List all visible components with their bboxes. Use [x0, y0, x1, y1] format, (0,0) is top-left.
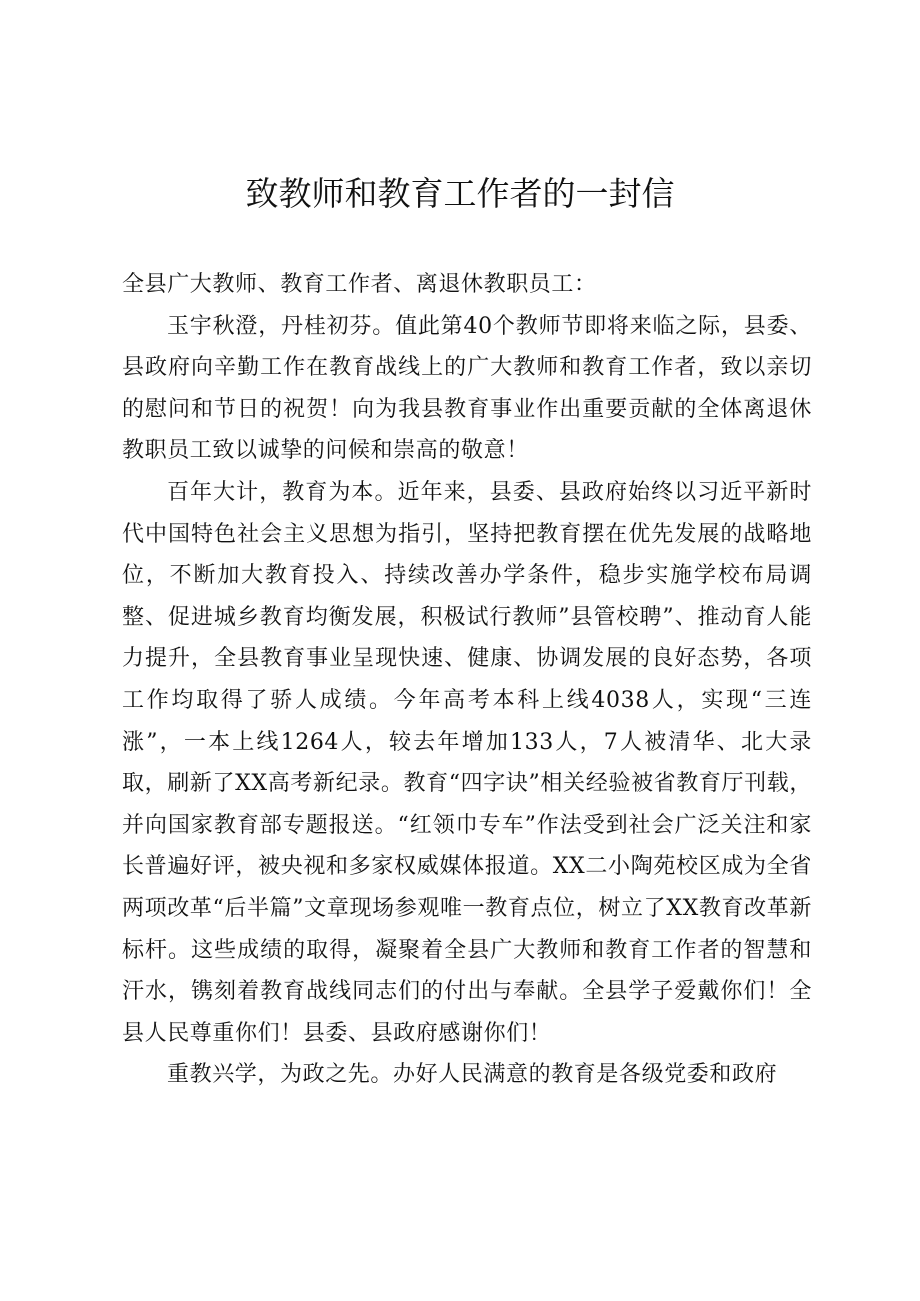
paragraph-greeting: 玉宇秋澄，丹桂初芬。值此第40个教师节即将来临之际，县委、县政府向辛勤工作在教育战线上的广大教师和教育工作者，致以亲切的慰问和节日的祝贺！向为我县教育事业作出重要贡献的全体离退休教职员工致以诚挚的问候和崇高的敬意！: [122, 313, 812, 464]
paragraph-achievements: 百年大计，教育为本。近年来，县委、县政府始终以习近平新时代中国特色社会主义思想为指引，坚持把教育摆在优先发展的战略地位，不断加大教育投入、持续改善办学条件，稳步实施学校布局调整、促进城乡教育均衡发展，积极试行教师”县管校聘”、推动育人能力提升，全县教育事业呈现快速、健康、协调发展的良好态势，各项工作均取得了骄人成绩。今年高考本科上线4038人，实现“三连涨”，一本上线1264人，较去年增加133人，7人被清华、北大录取，刷新了XX高考新纪录。教育“四字诀”相关经验被省教育厅刊载，并向国家教育部专题报送。“红领巾专车”作法受到社会广泛关注和家长普遍好评，被央视和多家权威媒体报道。XX二小陶苑校区成为全省两项改革“后半篇”文章现场参观唯一教育点位，树立了XX教育改革新标杆。这些成绩的取得，凝聚着全县广大教师和教育工作者的智慧和汗水，镌刻着教育战线同志们的付出与奉献。全县学子爱戴你们！全县人民尊重你们！县委、县政府感谢你们！: [122, 479, 812, 1046]
paragraph-education-priority: 重教兴学，为政之先。办好人民满意的教育是各级党委和政府: [167, 1062, 778, 1088]
letter-title: 致教师和教育工作者的一封信: [245, 174, 675, 213]
salutation: 全县广大教师、教育工作者、离退休教职员工：: [122, 272, 597, 297]
letter-body: [122, 264, 812, 1096]
